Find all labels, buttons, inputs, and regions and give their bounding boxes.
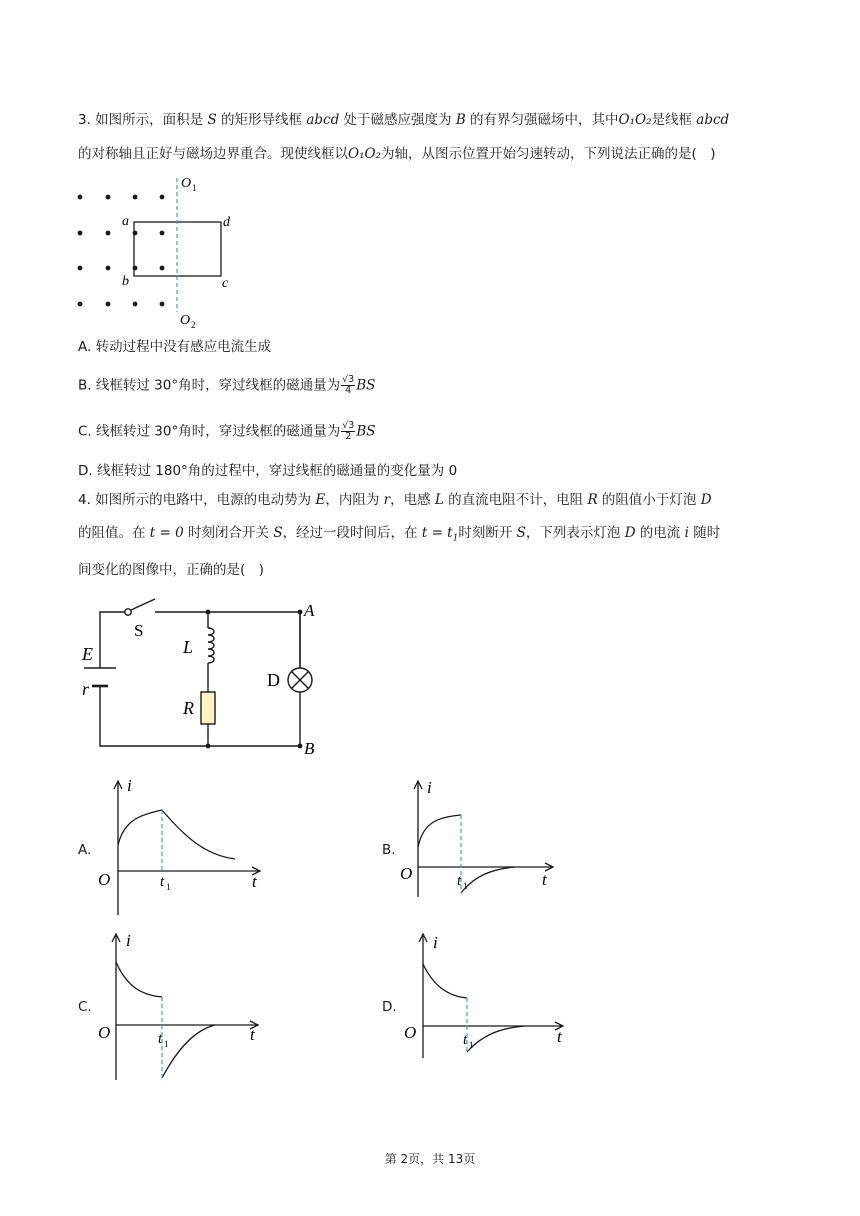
svg-text:t: t [542, 870, 547, 889]
q3-magnetic-field-figure [70, 170, 250, 330]
svg-text:r: r [82, 679, 90, 699]
svg-text:t: t [158, 1031, 163, 1047]
q4-option-d-label[interactable]: D. [382, 999, 397, 1015]
svg-text:E: E [82, 644, 93, 664]
svg-text:i: i [126, 931, 131, 950]
svg-text:R: R [183, 698, 194, 718]
svg-text:i: i [433, 933, 438, 952]
svg-text:t: t [463, 1032, 468, 1048]
fraction: $\frac{√3}{4}$ [342, 374, 355, 396]
q4-stem-line1: 4. 如图所示的电路中，电源的电动势为 E，内阻为 r，电感 L 的直流电阻不计，电阻 R 的阻值小于灯泡 D [78, 492, 712, 508]
q4-option-b-graph[interactable] [395, 775, 565, 900]
svg-text:O: O [181, 176, 192, 191]
q4-option-b-label[interactable]: B. [382, 842, 396, 858]
q4-option-c-label[interactable]: C. [78, 999, 92, 1015]
svg-text:c: c [222, 276, 229, 291]
q3-option-b[interactable]: B. 线框转过 30°角时，穿过线框的磁通量为 $\frac{√3}{4}$ BS [78, 374, 376, 396]
svg-text:2: 2 [191, 320, 196, 330]
q3-stem-line2: 的对称轴且正好与磁场边界重合。现使线框以O₁O₂为轴，从图示位置开始匀速转动，下列说法正确的是( ) [78, 146, 716, 162]
svg-text:S: S [134, 621, 144, 640]
q3-option-c[interactable]: C. 线框转过 30°角时，穿过线框的磁通量为 $\frac{√3}{2}$ BS [78, 420, 376, 442]
svg-text:O: O [180, 313, 191, 328]
svg-text:1: 1 [463, 881, 468, 891]
svg-text:1: 1 [192, 183, 197, 193]
q4-option-a-label[interactable]: A. [78, 842, 92, 858]
q3-option-d[interactable]: D. 线框转过 180°角的过程中，穿过线框的磁通量的变化量为 0 [78, 463, 458, 479]
svg-text:b: b [122, 274, 129, 289]
svg-text:i: i [127, 776, 132, 795]
svg-text:t: t [250, 1025, 255, 1044]
page-footer: 第 2页，共 13页 [384, 1152, 476, 1166]
svg-text:t: t [557, 1027, 562, 1046]
field-dots [78, 195, 165, 307]
q4-stem-line2: 的阻值。在 t = 0 时刻闭合开关 S，经过一段时间后，在 $t = t_1$时刻断开 S，下列表示灯泡 D 的电流 i 随时 [78, 525, 721, 544]
q4-stem-line3: 间变化的图像中，正确的是( ) [78, 562, 265, 578]
svg-text:O: O [98, 870, 111, 889]
svg-text:A: A [304, 601, 315, 620]
svg-text:t: t [252, 872, 257, 891]
q4-circuit-diagram [70, 596, 330, 766]
svg-text:d: d [223, 215, 230, 230]
svg-text:a: a [122, 214, 129, 229]
svg-text:B: B [304, 739, 315, 758]
svg-text:L: L [183, 637, 194, 657]
svg-text:t: t [457, 873, 462, 889]
q4-option-d-graph[interactable] [395, 930, 575, 1060]
svg-text:D: D [267, 670, 280, 690]
svg-text:1: 1 [164, 1039, 169, 1049]
svg-text:1: 1 [166, 882, 171, 892]
q4-option-a-graph[interactable] [90, 775, 270, 920]
q3-option-a[interactable]: A. 转动过程中没有感应电流生成 [78, 339, 272, 355]
q4-option-c-graph[interactable] [90, 930, 270, 1085]
svg-text:1: 1 [469, 1040, 474, 1050]
fraction: $\frac{√3}{2}$ [342, 420, 355, 442]
svg-text:O: O [404, 1023, 417, 1042]
svg-text:t: t [160, 874, 165, 890]
svg-text:O: O [400, 864, 413, 883]
svg-text:O: O [98, 1023, 111, 1042]
q3-stem-line1: 3. 如图所示，面积是 S 的矩形导线框 abcd 处于磁感应强度为 B 的有界匀强磁场中，其中O₁O₂是线框 abcd [78, 112, 730, 128]
svg-text:i: i [427, 778, 432, 797]
